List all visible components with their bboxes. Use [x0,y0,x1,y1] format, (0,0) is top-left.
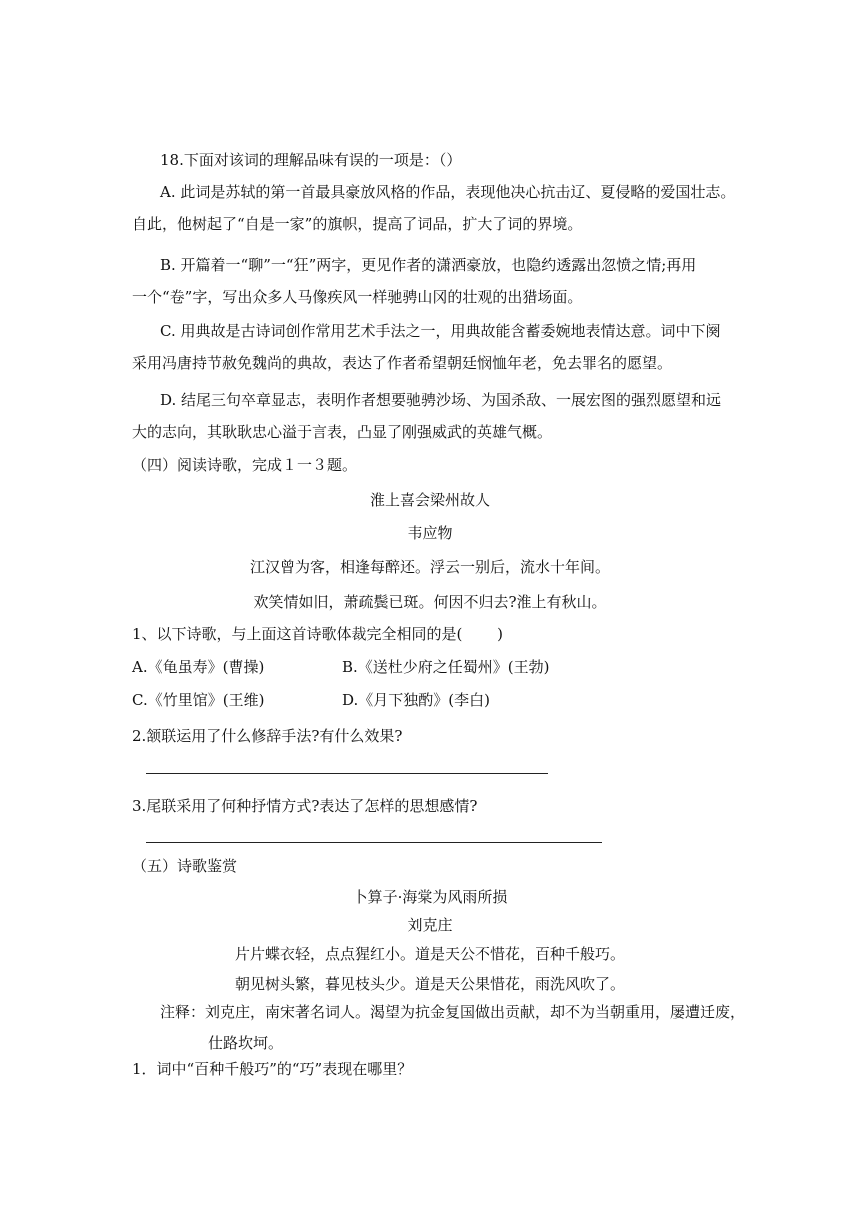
poem-line-1: 江汉曾为客，相逢每醉还。浮云一别后，流水十年间。 [249,558,610,576]
section-4-question-2: 2.颔联运用了什么修辞手法?有什么效果? [132,727,403,745]
section-5-heading: （五）诗歌鉴赏 [132,857,238,875]
option-d: D.《月下独酌》(李白) [342,691,490,709]
ci-title: 卜算子·海棠为风雨所损 [352,888,508,906]
poem-title: 淮上喜会梁州故人 [369,491,490,509]
section-4-question-1: 1、以下诗歌，与上面这首诗歌体裁完全相同的是( ) [132,625,504,643]
poem-author: 韦应物 [407,524,453,542]
q18-option-b-line1: B. 开篇着一“聊”一“狂”两字，更见作者的潇洒豪放，也隐约透露出忽愤之情;再用 [160,256,697,274]
answer-line-q3 [146,842,602,843]
q18-option-a-line1: A. 此词是苏轼的第一首最具豪放风格的作品，表现他决心抗击辽、夏侵略的爱国壮志。 [160,183,736,201]
ci-author: 刘克庄 [407,916,453,934]
q18-option-d-line2: 大的志向，其耿耿忠心溢于言表，凸显了刚强威武的英雄气概。 [132,423,553,441]
option-c: C.《竹里馆》(王维) [132,691,265,709]
q18-option-b-line2: 一个“卷”字，写出众多人马像疾风一样驰骋山冈的壮观的出猎场面。 [132,288,583,306]
section-4-heading: （四）阅读诗歌，完成１一３题。 [132,456,358,474]
section-4-question-3: 3.尾联采用了何种抒情方式?表达了怎样的思想感情? [132,797,478,815]
ci-line-2: 朝见树头繁，暮见枝头少。道是天公果惜花，雨洗风吹了。 [234,975,625,993]
section-5-question-1: 1．词中“百种千般巧”的“巧”表现在哪里？ [132,1060,413,1078]
q18-option-d-line1: D. 结尾三句卒章显志，表明作者想要驰骋沙场、为国杀敌、一展宏图的强烈愿望和远 [160,391,722,409]
q18-option-c-line1: C. 用典故是古诗词创作常用艺术手法之一，用典故能含蓄委婉地表情达意。词中下阕 [160,322,721,340]
annotation-line-2: 仕路坎坷。 [208,1034,284,1052]
option-b: B.《送杜少府之任蜀州》(王勃) [342,658,550,676]
q18-option-a-line2: 自此，他树起了“自是一家”的旗帜，提高了词品，扩大了词的界境。 [132,215,583,233]
poem-line-2: 欢笑情如旧，萧疏鬓已斑。何因不归去?淮上有秋山。 [253,593,607,611]
answer-line-q2 [146,773,548,774]
q18-stem: 18.下面对该词的理解品味有误的一项是：（） [160,151,462,169]
ci-line-1: 片片蝶衣轻，点点猩红小。道是天公不惜花，百种千般巧。 [234,945,625,963]
option-a: A.《龟虽寿》(曹操) [132,658,265,676]
q18-option-c-line2: 采用冯唐持节赦免魏尚的典故，表达了作者希望朝廷悯恤年老，免去罪名的愿望。 [132,354,673,372]
annotation-line-1: 注释：刘克庄，南宋著名词人。渴望为抗金复国做出贡献，却不为当朝重用，屡遭迁废， [160,1003,746,1021]
